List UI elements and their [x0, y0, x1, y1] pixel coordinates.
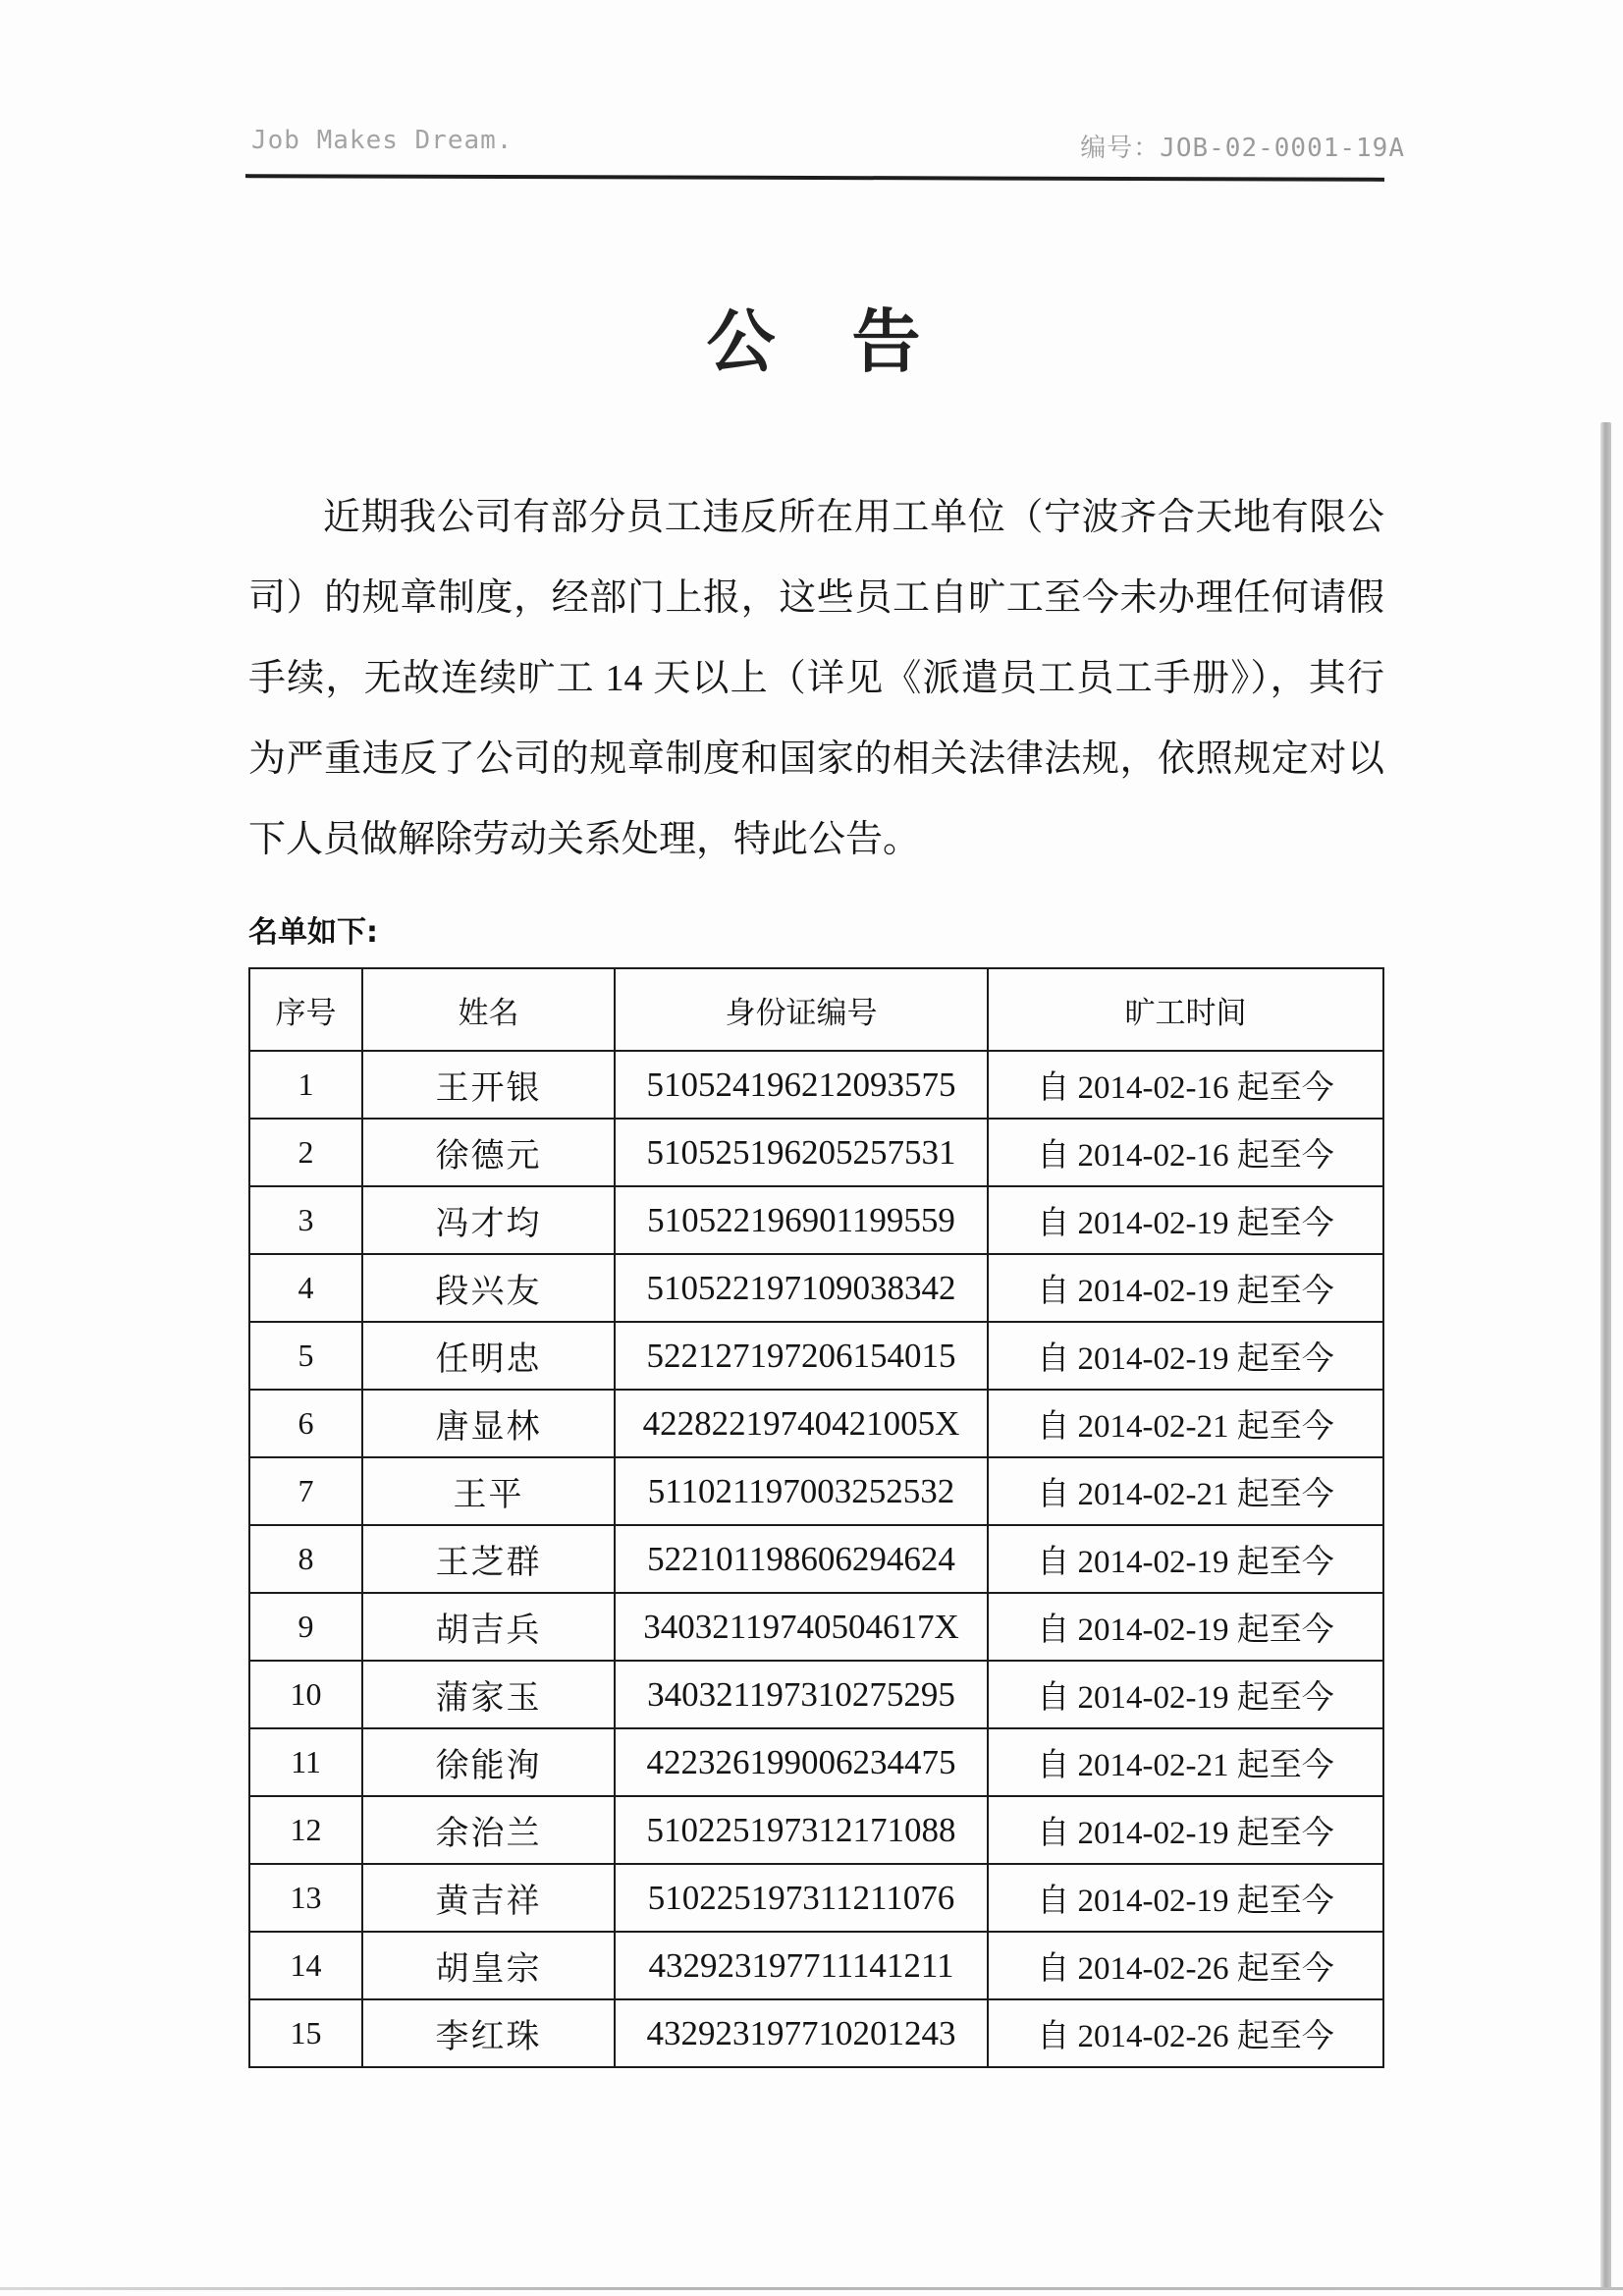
table-cell-date: 自 2014-02-19 起至今 — [988, 1186, 1383, 1254]
table-cell-id: 510525196205257531 — [615, 1119, 988, 1186]
table-cell-index: 14 — [249, 1932, 362, 1999]
table-cell-name: 王平 — [362, 1457, 615, 1525]
table-column-header: 姓名 — [362, 968, 615, 1051]
table-cell-name: 黄吉祥 — [362, 1864, 615, 1932]
table-row — [249, 1051, 1383, 1119]
table-cell-id: 34032119740504617X — [615, 1593, 988, 1661]
table-cell-name: 徐德元 — [362, 1119, 615, 1186]
roster-table — [248, 967, 1384, 2068]
scan-edge-right — [1600, 422, 1611, 2290]
roster-table-body — [249, 1051, 1383, 2067]
table-row — [249, 1661, 1383, 1728]
table-cell-index: 9 — [249, 1593, 362, 1661]
table-cell-date: 自 2014-02-19 起至今 — [988, 1593, 1383, 1661]
table-row — [249, 1322, 1383, 1390]
table-cell-index: 8 — [249, 1525, 362, 1593]
table-cell-date: 自 2014-02-19 起至今 — [988, 1322, 1383, 1390]
header-rule — [245, 174, 1384, 182]
table-row — [249, 1864, 1383, 1932]
body-line: 司）的规章制度，经部门上报，这些员工自旷工至今未办理任何请假 — [248, 577, 1384, 619]
table-cell-id: 432923197711141211 — [615, 1932, 988, 1999]
table-cell-index: 12 — [249, 1796, 362, 1864]
table-row — [249, 1254, 1383, 1322]
table-cell-date: 自 2014-02-16 起至今 — [988, 1119, 1383, 1186]
body-paragraph — [248, 487, 1384, 890]
table-cell-id: 510524196212093575 — [615, 1051, 988, 1119]
table-cell-index: 11 — [249, 1728, 362, 1796]
table-row — [249, 1932, 1383, 1999]
table-cell-date: 自 2014-02-26 起至今 — [988, 1999, 1383, 2067]
table-cell-name: 余治兰 — [362, 1796, 615, 1864]
table-cell-index: 10 — [249, 1661, 362, 1728]
table-row — [249, 1796, 1383, 1864]
table-cell-index: 2 — [249, 1119, 362, 1186]
table-column-header: 身份证编号 — [615, 968, 988, 1051]
body-line: 手续，无故连续旷工 14 天以上（详见《派遣员工员工手册》），其行 — [248, 658, 1384, 699]
table-cell-id: 510225197311211076 — [615, 1864, 988, 1932]
table-cell-id: 510522197109038342 — [615, 1254, 988, 1322]
table-cell-id: 422326199006234475 — [615, 1728, 988, 1796]
table-cell-index: 6 — [249, 1390, 362, 1457]
page-title: 公 告 — [706, 305, 925, 381]
table-cell-date: 自 2014-02-19 起至今 — [988, 1796, 1383, 1864]
list-label: 名单如下: — [248, 915, 378, 950]
table-cell-index: 4 — [249, 1254, 362, 1322]
table-cell-index: 1 — [249, 1051, 362, 1119]
table-cell-name: 王开银 — [362, 1051, 615, 1119]
table-cell-id: 510225197312171088 — [615, 1796, 988, 1864]
scan-edge-bottom — [0, 2287, 1623, 2290]
table-row — [249, 1186, 1383, 1254]
body-line: 近期我公司有部分员工违反所在用工单位（宁波齐合天地有限公 — [323, 497, 1384, 538]
table-cell-id: 42282219740421005X — [615, 1390, 988, 1457]
table-cell-name: 李红珠 — [362, 1999, 615, 2067]
table-cell-date: 自 2014-02-19 起至今 — [988, 1525, 1383, 1593]
table-cell-name: 胡吉兵 — [362, 1593, 615, 1661]
table-row — [249, 1728, 1383, 1796]
table-cell-date: 自 2014-02-16 起至今 — [988, 1051, 1383, 1119]
table-cell-index: 7 — [249, 1457, 362, 1525]
table-cell-id: 511021197003252532 — [615, 1457, 988, 1525]
table-cell-date: 自 2014-02-19 起至今 — [988, 1254, 1383, 1322]
table-cell-name: 胡皇宗 — [362, 1932, 615, 1999]
table-row — [249, 1593, 1383, 1661]
table-row — [249, 1390, 1383, 1457]
table-cell-id: 522101198606294624 — [615, 1525, 988, 1593]
table-row — [249, 1119, 1383, 1186]
table-cell-index: 5 — [249, 1322, 362, 1390]
table-cell-name: 唐显林 — [362, 1390, 615, 1457]
table-cell-name: 蒲家玉 — [362, 1661, 615, 1728]
body-line: 下人员做解除劳动关系处理，特此公告。 — [248, 819, 921, 860]
table-column-header: 旷工时间 — [988, 968, 1383, 1051]
table-cell-date: 自 2014-02-21 起至今 — [988, 1457, 1383, 1525]
roster-table-header — [249, 968, 1383, 1051]
table-cell-name: 段兴友 — [362, 1254, 615, 1322]
table-header-row — [249, 968, 1383, 1051]
table-cell-name: 任明忠 — [362, 1322, 615, 1390]
table-cell-name: 冯才均 — [362, 1186, 615, 1254]
table-cell-id: 510522196901199559 — [615, 1186, 988, 1254]
table-cell-id: 522127197206154015 — [615, 1322, 988, 1390]
header-doc-number: 编号：JOB-02-0001-19A — [1080, 134, 1405, 163]
table-cell-index: 3 — [249, 1186, 362, 1254]
table-cell-index: 13 — [249, 1864, 362, 1932]
table-cell-name: 王芝群 — [362, 1525, 615, 1593]
table-column-header: 序号 — [249, 968, 362, 1051]
header-slogan: Job Makes Dream. — [251, 126, 514, 155]
table-cell-date: 自 2014-02-19 起至今 — [988, 1661, 1383, 1728]
table-cell-id: 432923197710201243 — [615, 1999, 988, 2067]
table-cell-index: 15 — [249, 1999, 362, 2067]
table-cell-id: 340321197310275295 — [615, 1661, 988, 1728]
table-cell-date: 自 2014-02-21 起至今 — [988, 1390, 1383, 1457]
body-line: 为严重违反了公司的规章制度和国家的相关法律法规，依照规定对以 — [248, 738, 1384, 780]
table-cell-date: 自 2014-02-26 起至今 — [988, 1932, 1383, 1999]
table-cell-date: 自 2014-02-21 起至今 — [988, 1728, 1383, 1796]
table-row — [249, 1525, 1383, 1593]
table-cell-name: 徐能洵 — [362, 1728, 615, 1796]
table-row — [249, 1999, 1383, 2067]
table-cell-date: 自 2014-02-19 起至今 — [988, 1864, 1383, 1932]
table-row — [249, 1457, 1383, 1525]
